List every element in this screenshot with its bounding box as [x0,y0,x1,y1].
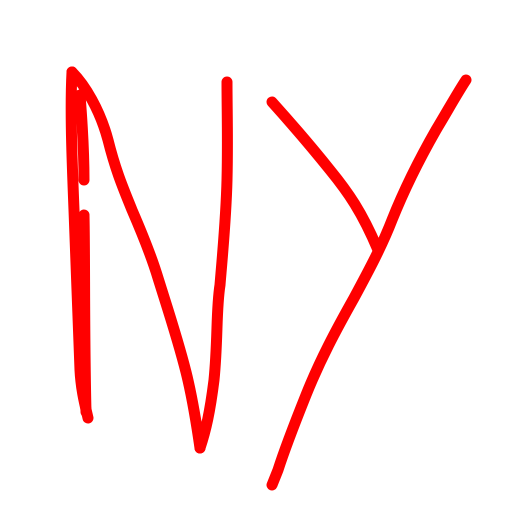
letter-y [272,80,466,485]
letter-n-right-stroke [200,82,227,448]
letter-y-left-arm [272,102,378,250]
letter-n-left-stroke-inner [80,95,86,412]
letter-n [71,72,227,448]
letter-n-diagonal-stroke [72,72,200,448]
